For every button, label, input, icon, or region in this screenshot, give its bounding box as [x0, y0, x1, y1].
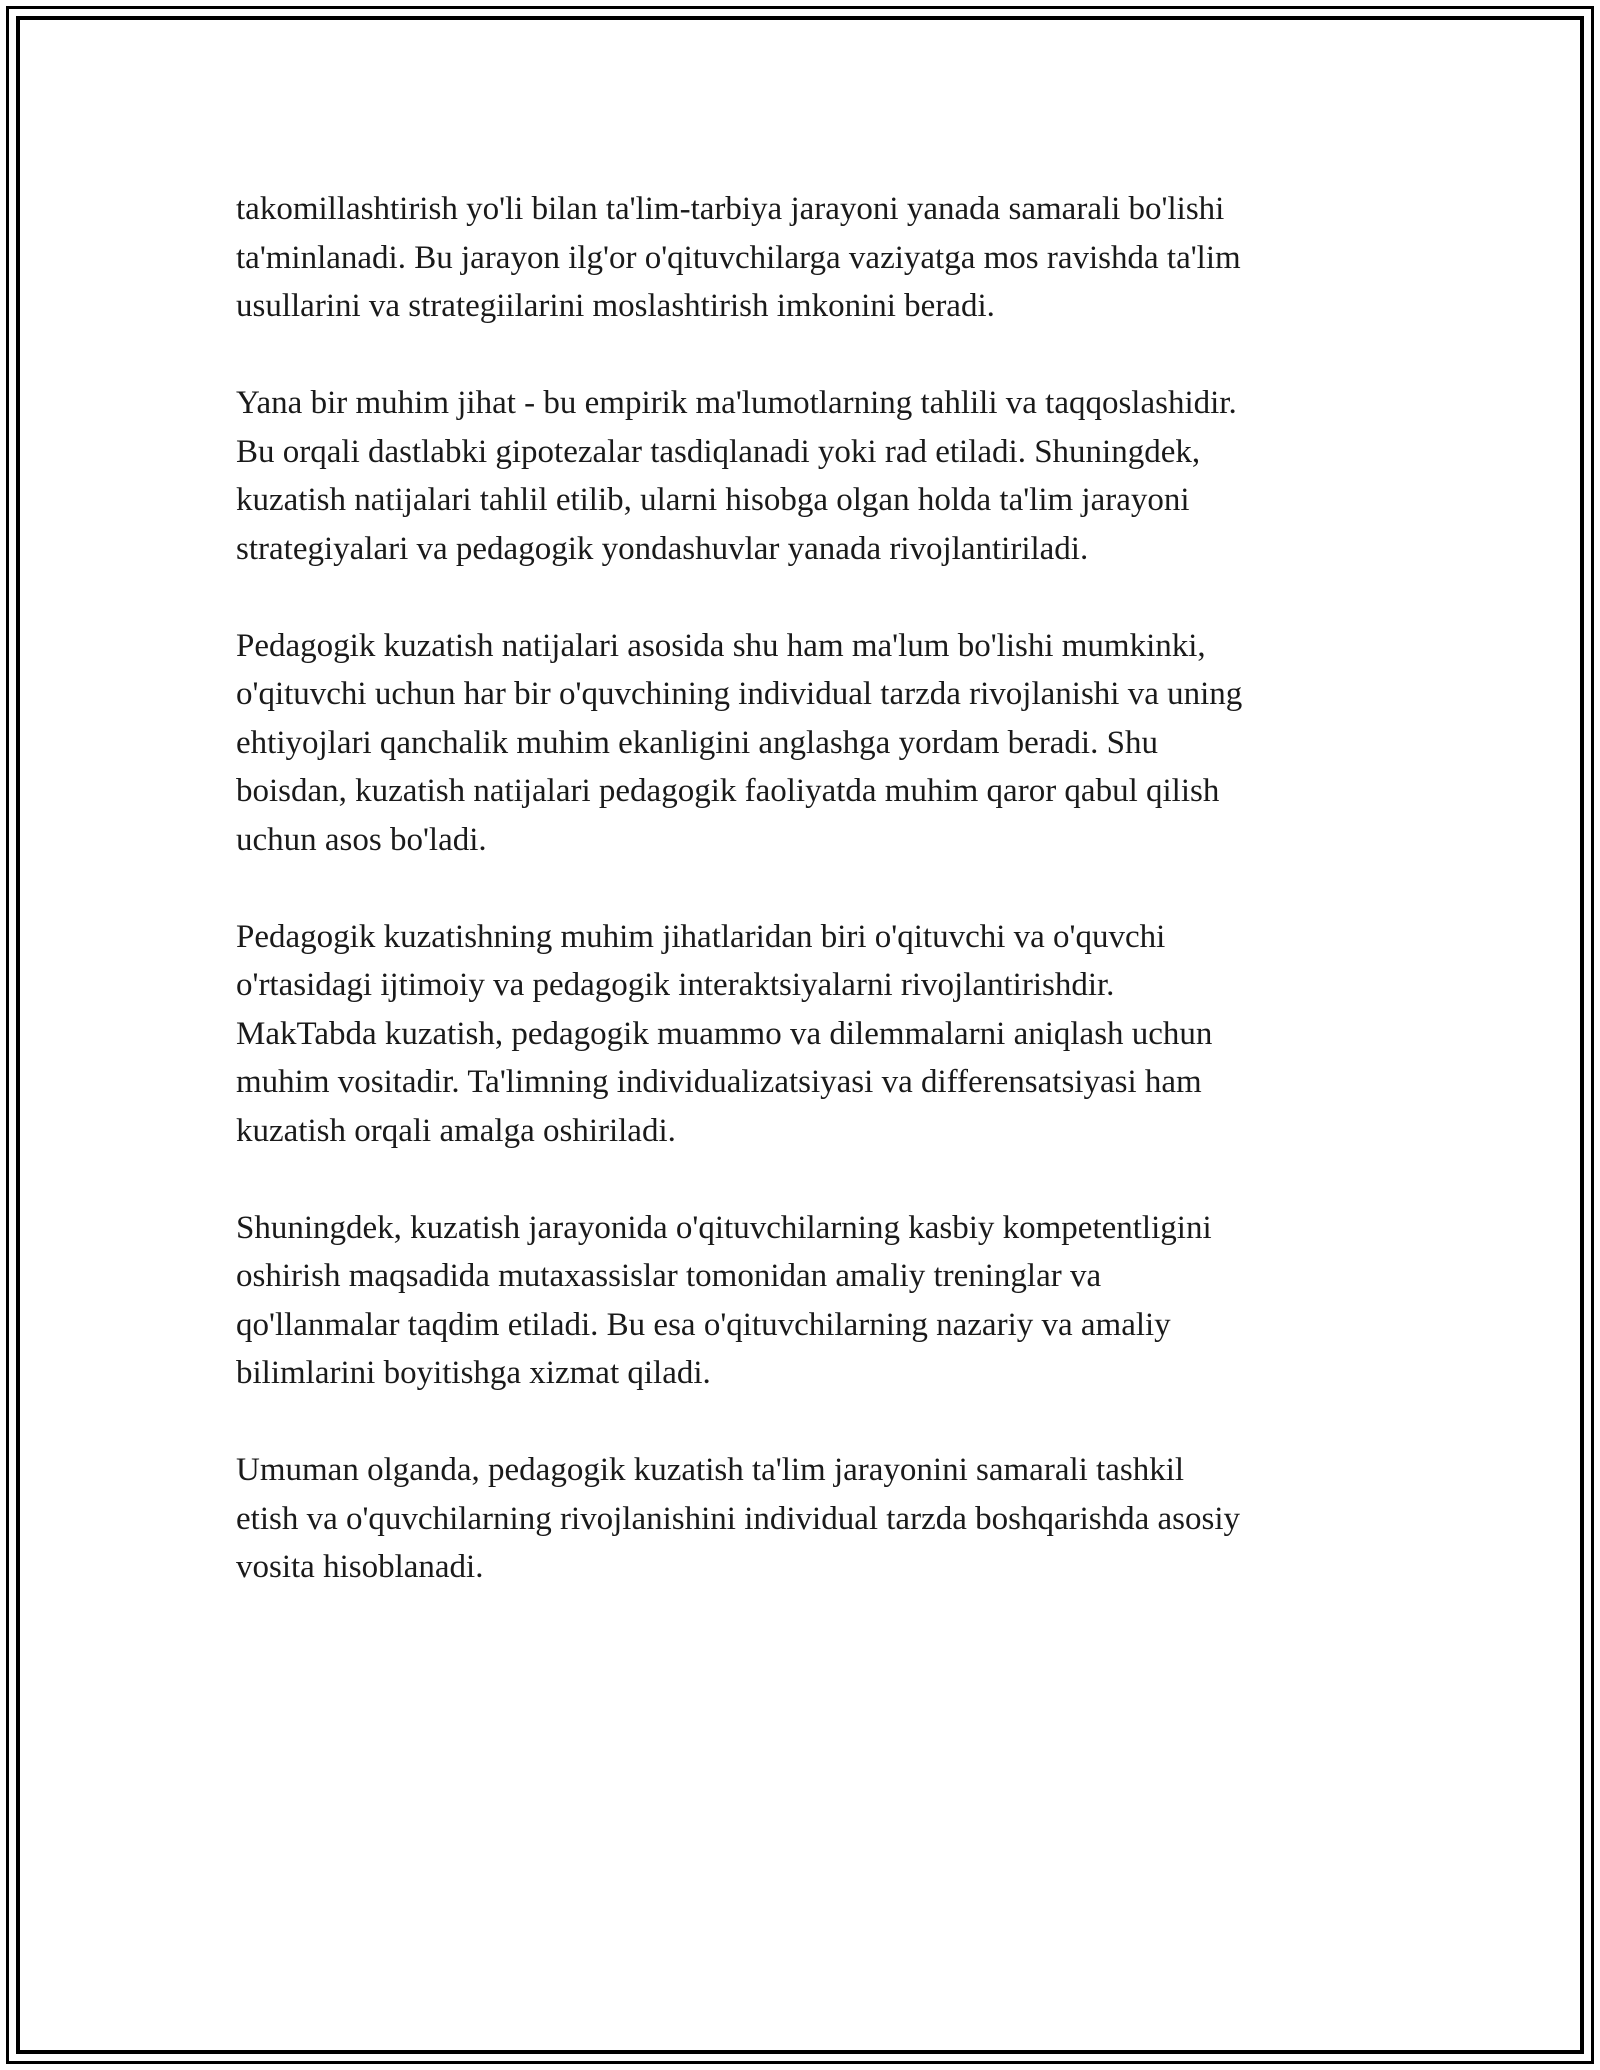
text-line: kuzatish orqali amalga oshiriladi.: [236, 1112, 676, 1149]
text-line: o'qituvchi uchun har bir o'quvchining individual tarzda rivojlanishi va uning: [236, 676, 1243, 712]
text-line: muhim vositadir. Ta'limning individualizatsiyasi va differensatsiyasi ham: [236, 1064, 1202, 1100]
text-line: ta'minlanadi. Bu jarayon ilg'or o'qituvchilarga vaziyatga mos ravishda ta'lim: [236, 239, 1241, 276]
text-line: kuzatish natijalari tahlil etilib, ularni hisobga olgan holda ta'lim jarayoni: [236, 482, 1190, 518]
paragraph: [236, 1204, 1366, 1398]
text-line: o'rtasidagi ijtimoiy va pedagogik interaktsiyalarni rivojlantirishdir.: [236, 967, 1115, 1003]
text-line: vosita hisoblanadi.: [236, 1549, 484, 1585]
text-line: etish va o'quvchilarning rivojlanishini individual tarzda boshqarishda asosiy: [236, 1500, 1241, 1537]
text-line: Shuningdek, kuzatish jarayonida o'qituvchilarning kasbiy kompetentligini: [236, 1209, 1212, 1246]
paragraph: [236, 185, 1366, 331]
text-line: uchun asos bo'ladi.: [236, 821, 487, 858]
text-line: Pedagogik kuzatish natijalari asosida shu ham ma'lum bo'lishi mumkinki,: [236, 627, 1206, 664]
text-line: takomillashtirish yo'li bilan ta'lim-tarbiya jarayoni yanada samarali bo'lishi: [236, 191, 1225, 227]
paragraph: [236, 913, 1366, 1156]
text-line: bilimlarini boyitishga xizmat qiladi.: [236, 1355, 711, 1391]
paragraph: [236, 1446, 1366, 1592]
paragraph: [236, 622, 1366, 865]
text-line: Umuman olganda, pedagogik kuzatish ta'lim jarayonini samarali tashkil: [236, 1452, 1185, 1488]
text-line: MakTabda kuzatish, pedagogik muammo va dilemmalarni aniqlash uchun: [236, 1015, 1213, 1052]
text-line: Bu orqali dastlabki gipotezalar tasdiqlanadi yoki rad etiladi. Shuningdek,: [236, 433, 1201, 470]
text-line: oshirish maqsadida mutaxassislar tomonidan amaliy treninglar va: [236, 1258, 1102, 1294]
text-line: strategiyalari va pedagogik yondashuvlar yanada rivojlantiriladi.: [236, 530, 1089, 567]
text-line: usullarini va strategiilarini moslashtirish imkonini beradi.: [236, 288, 995, 324]
text-line: ehtiyojlari qanchalik muhim ekanligini anglashga yordam beradi. Shu: [236, 724, 1158, 761]
document-body: [236, 185, 1366, 1640]
text-line: boisdan, kuzatish natijalari pedagogik faoliyatda muhim qaror qabul qilish: [236, 773, 1220, 809]
text-line: Pedagogik kuzatishning muhim jihatlaridan biri o'qituvchi va o'quvchi: [236, 918, 1166, 955]
text-line: Yana bir muhim jihat - bu empirik ma'lumotlarning tahlili va taqqoslashidir.: [236, 385, 1237, 421]
paragraph: [236, 379, 1366, 573]
text-line: qo'llanmalar taqdim etiladi. Bu esa o'qituvchilarning nazariy va amaliy: [236, 1306, 1171, 1343]
